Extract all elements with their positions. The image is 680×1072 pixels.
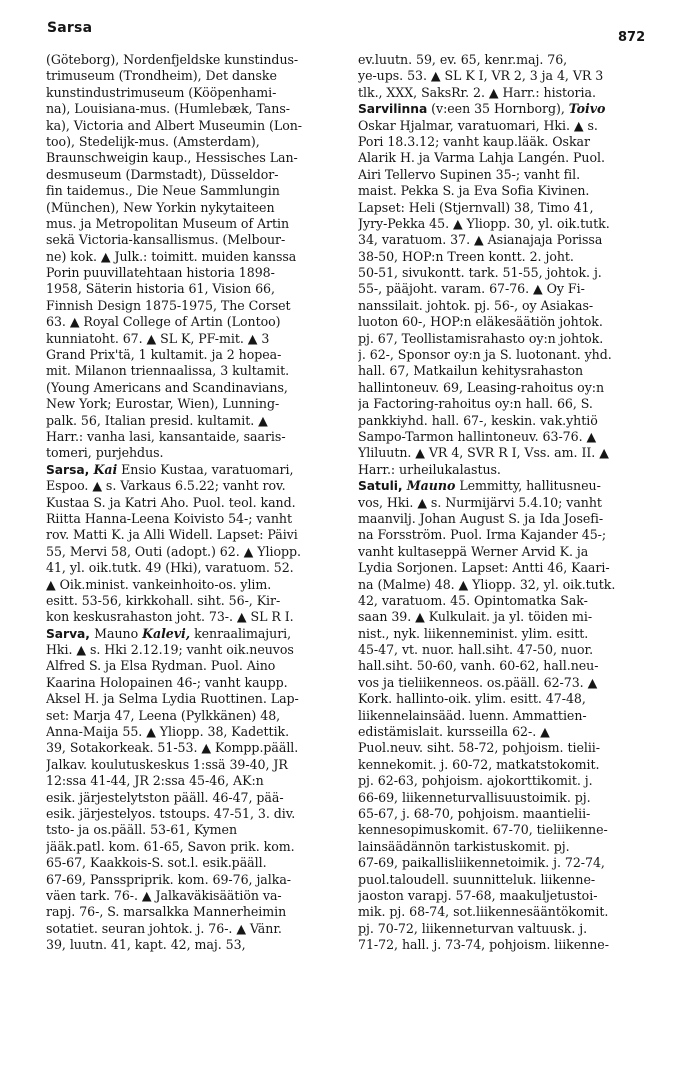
line-text: Braunschweigin kaup., Hessisches Lan- xyxy=(46,150,298,166)
text-line xyxy=(358,642,654,658)
text-line xyxy=(46,167,342,183)
text-line xyxy=(46,658,342,674)
entry-given-name: Kalevi, xyxy=(142,625,191,641)
line-text: edistämislait. kursseilla 62-. ▲ xyxy=(358,724,550,740)
text-line xyxy=(358,904,654,920)
line-text: 65-67, j. 68-70, pohjoism. maantielii- xyxy=(358,805,591,821)
text-line xyxy=(46,757,342,773)
text-line xyxy=(358,560,654,576)
text-line xyxy=(358,363,654,379)
text-line xyxy=(358,691,654,707)
text-line xyxy=(358,937,654,953)
line-text: saan 39. ▲ Kulkulait. ja yl. töiden mi- xyxy=(358,609,593,625)
text-line xyxy=(358,429,654,445)
line-text: ja Factoring-rahoitus oy:n hall. 66, S. xyxy=(358,396,593,412)
line-text: (Göteborg), Nordenfjeldske kunstindus- xyxy=(46,52,299,67)
text-line xyxy=(46,495,342,511)
line-text: Jyry-Pekka 45. ▲ Yliopp. 30, yl. oik.tutk. xyxy=(358,215,610,231)
line-text: kennekomit. j. 60-72, matkatstokomit. xyxy=(358,756,600,772)
text-line xyxy=(358,265,654,281)
line-text: ka), Victoria and Albert Museumin (Lon- xyxy=(46,117,303,133)
line-text: väen tark. 76-. ▲ Jalkaväkisäätiön va- xyxy=(46,887,282,903)
text-line xyxy=(358,872,654,888)
text-line xyxy=(46,904,342,920)
text-line xyxy=(46,298,342,314)
text-line xyxy=(358,609,654,625)
text-line xyxy=(358,183,654,199)
line-text: set: Marja 47, Leena (Pylkkänen) 48, xyxy=(46,707,281,723)
line-text: ev.luutn. 59, ev. 65, kenr.maj. 76, xyxy=(358,52,568,67)
line-text: tomeri, purjehdus. xyxy=(46,445,164,461)
line-text: luoton 60-, HOP:n eläkesäätiön johtok. xyxy=(358,314,603,330)
text-line xyxy=(46,200,342,216)
line-text: j. 62-, Sponsor oy:n ja S. luotonant. yhd. xyxy=(358,347,612,363)
text-line xyxy=(46,134,342,150)
line-text: hall. 67, Matkailun kehitysrahaston xyxy=(358,363,584,379)
text-line xyxy=(358,298,654,314)
text-line xyxy=(358,495,654,511)
text-line xyxy=(358,85,654,101)
line-text: puol.taloudell. suunnitteluk. liikenne- xyxy=(358,871,596,887)
text-line xyxy=(358,445,654,461)
line-text: Hki. ▲ s. Hki 2.12.19; vanht oik.neuvos xyxy=(46,642,294,658)
text-line xyxy=(358,839,654,855)
text-line xyxy=(358,527,654,543)
line-text: 55, Mervi 58, Outi (adopt.) 62. ▲ Yliopp. xyxy=(46,543,301,559)
line-text: too), Stedelijk-mus. (Amsterdam), xyxy=(46,133,260,149)
text-line xyxy=(46,118,342,134)
line-text: Jalkav. koulutuskeskus 1:ssä 39-40, JR xyxy=(46,756,288,772)
entry-given-name: Kai xyxy=(93,461,118,477)
text-line xyxy=(358,281,654,297)
text-line xyxy=(46,445,342,461)
line-text: 63. ▲ Royal College of Artin (Lontoo) xyxy=(46,314,281,330)
line-text: Porin puuvillatehtaan historia 1898- xyxy=(46,265,275,281)
line-text: Airi Tellervo Supinen 35-; vanht fil. xyxy=(358,166,581,182)
text-line xyxy=(46,544,342,560)
text-line xyxy=(358,855,654,871)
line-text: 41, yl. oik.tutk. 49 (Hki), varatuom. 52. xyxy=(46,560,294,576)
text-line xyxy=(46,675,342,691)
text-line xyxy=(46,560,342,576)
line-text: kennesopimuskomit. 67-70, tieliikenne- xyxy=(358,822,608,838)
line-text: ye-ups. 53. ▲ SL K I, VR 2, 3 ja 4, VR 3 xyxy=(358,68,604,84)
line-text: Aksel H. ja Selma Lydia Ruottinen. Lap- xyxy=(46,691,299,707)
line-text: na (Malme) 48. ▲ Yliopp. 32, yl. oik.tutk. xyxy=(358,576,616,592)
line-text: desmuseum (Darmstadt), Düsseldor- xyxy=(46,166,279,182)
line-text: kon keskusrahaston joht. 73-. ▲ SL R I. xyxy=(46,609,294,625)
text-line xyxy=(46,429,342,445)
entry-given-name: Toivo xyxy=(568,101,606,117)
text-line xyxy=(358,626,654,642)
text-line xyxy=(358,888,654,904)
line-text: Yliluutn. ▲ VR 4, SVR R I, Vss. am. II. ▲ xyxy=(358,445,609,461)
text-line xyxy=(46,577,342,593)
line-text: Kork. hallinto-oik. ylim. esitt. 47-48, xyxy=(358,691,586,707)
text-line xyxy=(358,396,654,412)
line-text: Harr.: vanha lasi, kansantaide, saaris- xyxy=(46,428,286,444)
line-text: rapj. 76-, S. marsalkka Mannerheimin xyxy=(46,904,287,920)
line-text: pankkiyhd. hall. 67-, keskin. vak.yhtiö xyxy=(358,412,598,428)
text-line xyxy=(358,314,654,330)
text-line xyxy=(46,380,342,396)
line-text: Lapset: Heli (Stjernvall) 38, Timo 41, xyxy=(358,199,594,215)
text-line xyxy=(358,249,654,265)
line-text: Sampo-Tarmon hallintoneuv. 63-76. ▲ xyxy=(358,428,597,444)
line-text: 65-67, Kaakkois-S. sot.l. esik.pääll. xyxy=(46,855,267,871)
text-line xyxy=(46,855,342,871)
line-text: Oskar Hjalmar, varatuomari, Hki. ▲ s. xyxy=(358,117,598,133)
line-text: (Young Americans and Scandinavians, xyxy=(46,379,288,395)
line-text: kunstindustrimuseum (Kööpenhami- xyxy=(46,84,277,100)
text-line xyxy=(358,52,654,68)
line-text: Espoo. ▲ s. Varkaus 6.5.22; vanht rov. xyxy=(46,478,286,494)
text-line xyxy=(358,347,654,363)
text-line xyxy=(358,462,654,478)
text-line xyxy=(358,150,654,166)
line-text: mit. Milanon triennaalissa, 3 kultamit. xyxy=(46,363,290,379)
text-line xyxy=(46,462,342,478)
text-line xyxy=(46,642,342,658)
text-line xyxy=(46,85,342,101)
entry-given-name: Mauno xyxy=(406,478,456,494)
line-text: esik. järjestelyos. tstoups. 47-51, 3. div. xyxy=(46,805,296,821)
line-text: Alfred S. ja Elsa Rydman. Puol. Aino xyxy=(46,658,276,674)
text-line xyxy=(46,363,342,379)
left-column xyxy=(46,52,342,953)
line-text: Harr.: urheilukalastus. xyxy=(358,461,501,477)
line-text: Kustaa S. ja Katri Aho. Puol. teol. kand. xyxy=(46,494,296,510)
text-line xyxy=(46,396,342,412)
line-text: mus. ja Metropolitan Museum of Artin xyxy=(46,215,290,231)
line-text: ▲ Oik.minist. vankeinhoito-os. ylim. xyxy=(46,576,272,592)
text-line xyxy=(358,380,654,396)
text-line xyxy=(46,806,342,822)
entry-headword: Satuli, xyxy=(358,479,407,494)
text-line xyxy=(46,183,342,199)
text-line xyxy=(46,331,342,347)
text-line xyxy=(46,626,342,642)
line-text: New York; Eurostar, Wien), Lunning- xyxy=(46,396,280,412)
text-line xyxy=(46,216,342,232)
line-text: jaoston varapj. 57-68, maakuljetustoi- xyxy=(358,887,598,903)
text-line xyxy=(358,773,654,789)
text-line xyxy=(358,118,654,134)
text-line xyxy=(46,790,342,806)
line-text: rov. Matti K. ja Alli Widell. Lapset: Päivi xyxy=(46,527,298,543)
text-line xyxy=(358,724,654,740)
text-line xyxy=(358,822,654,838)
text-line xyxy=(46,232,342,248)
line-text: pj. 70-72, liikenneturvan valtuusk. j. xyxy=(358,920,588,936)
text-line xyxy=(46,691,342,707)
line-text: Pori 18.3.12; vanht kaup.lääk. Oskar xyxy=(358,133,590,149)
line-text: na), Louisiana-mus. (Humlebæk, Tans- xyxy=(46,101,290,117)
line-text: tlk., XXX, SaksRr. 2. ▲ Harr.: historia. xyxy=(358,84,596,100)
right-column xyxy=(358,52,654,953)
text-line xyxy=(46,249,342,265)
text-line xyxy=(46,478,342,494)
line-text: liikennelainsääd. luenn. Ammattien- xyxy=(358,707,587,723)
line-text: Grand Prix'tä, 1 kultamit. ja 2 hopea- xyxy=(46,347,282,363)
text-line xyxy=(46,511,342,527)
entry-headword: Sarva, xyxy=(46,626,95,641)
text-line xyxy=(46,281,342,297)
text-line xyxy=(46,839,342,855)
entry-headword: Sarsa, xyxy=(46,462,94,477)
text-line xyxy=(358,658,654,674)
line-text: 39, Sotakorkeak. 51-53. ▲ Kompp.pääll. xyxy=(46,740,299,756)
text-line xyxy=(358,577,654,593)
running-header: Sarsa xyxy=(47,20,93,36)
line-text: palk. 56, Italian presid. kultamit. ▲ xyxy=(46,412,268,428)
line-text: Ensio Kustaa, varatuomari, xyxy=(117,461,294,477)
text-line xyxy=(358,593,654,609)
text-line xyxy=(46,937,342,953)
line-text: sekä Victoria-kansallismus. (Melbour- xyxy=(46,232,286,248)
line-text: pj. 67, Teollistamisrahasto oy:n johtok. xyxy=(358,330,604,346)
text-line xyxy=(46,68,342,84)
text-line xyxy=(358,921,654,937)
text-line xyxy=(358,511,654,527)
text-line xyxy=(46,527,342,543)
line-text: Lemmitty, hallitusneu- xyxy=(455,478,601,494)
page-number: 872 xyxy=(618,30,646,45)
text-line xyxy=(46,150,342,166)
line-text: 66-69, liikenneturvallisuustoimik. pj. xyxy=(358,789,591,805)
text-line xyxy=(46,609,342,625)
text-line xyxy=(358,68,654,84)
text-line xyxy=(358,216,654,232)
line-text: trimuseum (Trondheim), Det danske xyxy=(46,68,277,84)
text-line xyxy=(358,675,654,691)
text-line xyxy=(358,757,654,773)
line-text: hall.siht. 50-60, vanh. 60-62, hall.neu- xyxy=(358,658,599,674)
line-text: 42, varatuom. 45. Opintomatka Sak- xyxy=(358,592,588,608)
line-text: Mauno xyxy=(94,625,143,641)
text-line xyxy=(358,806,654,822)
line-text: 39, luutn. 41, kapt. 42, maj. 53, xyxy=(46,937,246,953)
line-text: kenraalimajuri, xyxy=(190,625,292,641)
text-line xyxy=(46,872,342,888)
text-line xyxy=(46,265,342,281)
line-text: (München), New Yorkin nykytaiteen xyxy=(46,199,275,215)
line-text: maist. Pekka S. ja Eva Sofia Kivinen. xyxy=(358,183,590,199)
line-text: vos ja tieliikenneos. os.pääll. 62-73. ▲ xyxy=(358,674,598,690)
text-line xyxy=(358,101,654,117)
line-text: Lydia Sorjonen. Lapset: Antti 46, Kaari- xyxy=(358,560,610,576)
text-line xyxy=(358,200,654,216)
text-line xyxy=(358,740,654,756)
line-text: 1958, Säterin historia 61, Vision 66, xyxy=(46,281,275,297)
line-text: esitt. 53-56, kirkkohall. siht. 56-, Kir- xyxy=(46,592,281,608)
line-text: na Forsström. Puol. Irma Kajander 45-; xyxy=(358,527,607,543)
line-text: Anna-Maija 55. ▲ Yliopp. 38, Kadettik. xyxy=(46,724,290,740)
line-text: 12:ssa 41-44, JR 2:ssa 45-46, AK:n xyxy=(46,773,264,789)
entry-headword: Sarvilinna xyxy=(358,102,428,117)
text-line xyxy=(358,232,654,248)
text-line xyxy=(46,724,342,740)
text-line xyxy=(46,413,342,429)
line-text: 67-69, Pansspriprik. kom. 69-76, jalka- xyxy=(46,871,291,887)
line-text: tsto- ja os.pääll. 53-61, Kymen xyxy=(46,822,238,838)
text-line xyxy=(46,593,342,609)
line-text: esik. järjestelytston pääll. 46-47, pää- xyxy=(46,789,284,805)
text-line xyxy=(358,544,654,560)
line-text: 38-50, HOP:n Treen kontt. 2. joht. xyxy=(358,248,574,264)
line-text: ne) kok. ▲ Julk.: toimitt. muiden kanssa xyxy=(46,248,297,264)
text-line xyxy=(358,134,654,150)
text-line xyxy=(46,708,342,724)
text-line xyxy=(358,708,654,724)
line-text: 67-69, paikallisliikennetoimik. j. 72-74, xyxy=(358,855,605,871)
text-line xyxy=(46,822,342,838)
text-line xyxy=(358,478,654,494)
text-line xyxy=(358,413,654,429)
line-text: jääk.patl. kom. 61-65, Savon prik. kom. xyxy=(46,838,295,854)
line-text: Puol.neuv. siht. 58-72, pohjoism. tielii- xyxy=(358,740,600,756)
line-text: 45-47, vt. nuor. hall.siht. 47-50, nuor. xyxy=(358,642,594,658)
line-text: mik. pj. 68-74, sot.liikennesääntökomit. xyxy=(358,904,609,920)
line-text: vanht kultaseppä Werner Arvid K. ja xyxy=(358,543,589,559)
line-text: sotatiet. seuran johtok. j. 76-. ▲ Vänr. xyxy=(46,920,282,936)
line-text: nanssilait. johtok. pj. 56-, oy Asiakas- xyxy=(358,297,594,313)
line-text: Kaarina Holopainen 46-; vanht kaupp. xyxy=(46,674,288,690)
line-text: pj. 62-63, pohjoism. ajokorttikomit. j. xyxy=(358,773,593,789)
text-line xyxy=(46,101,342,117)
text-line xyxy=(46,773,342,789)
text-line xyxy=(46,740,342,756)
line-text: Finnish Design 1875-1975, The Corset xyxy=(46,297,291,313)
text-line xyxy=(358,167,654,183)
text-line xyxy=(46,52,342,68)
line-text: (v:een 35 Hornborg), xyxy=(427,101,569,117)
line-text: hallintoneuv. 69, Leasing-rahoitus oy:n xyxy=(358,379,605,395)
text-line xyxy=(46,314,342,330)
line-text: kunniatoht. 67. ▲ SL K, PF-mit. ▲ 3 xyxy=(46,330,270,346)
line-text: 55-, pääjoht. varam. 67-76. ▲ Oy Fi- xyxy=(358,281,585,297)
line-text: maanvilj. Johan August S. ja Ida Josefi- xyxy=(358,510,604,526)
text-line xyxy=(46,888,342,904)
line-text: 50-51, sivukontt. tark. 51-55, johtok. j. xyxy=(358,265,602,281)
line-text: vos, Hki. ▲ s. Nurmijärvi 5.4.10; vanht xyxy=(358,494,602,510)
line-text: 71-72, hall. j. 73-74, pohjoism. liikenne- xyxy=(358,937,609,953)
line-text: Alarik H. ja Varma Lahja Langén. Puol. xyxy=(358,150,605,166)
text-line xyxy=(46,347,342,363)
text-line xyxy=(358,790,654,806)
line-text: 34, varatuom. 37. ▲ Asianajaja Porissa xyxy=(358,232,603,248)
line-text: Riitta Hanna-Leena Koivisto 54-; vanht xyxy=(46,510,293,526)
text-line xyxy=(358,331,654,347)
line-text: fin taidemus., Die Neue Sammlungin xyxy=(46,183,280,199)
text-line xyxy=(46,921,342,937)
line-text: nist., nyk. liikenneminist. ylim. esitt. xyxy=(358,625,589,641)
line-text: lainsäädännön tarkistuskomit. pj. xyxy=(358,838,570,854)
